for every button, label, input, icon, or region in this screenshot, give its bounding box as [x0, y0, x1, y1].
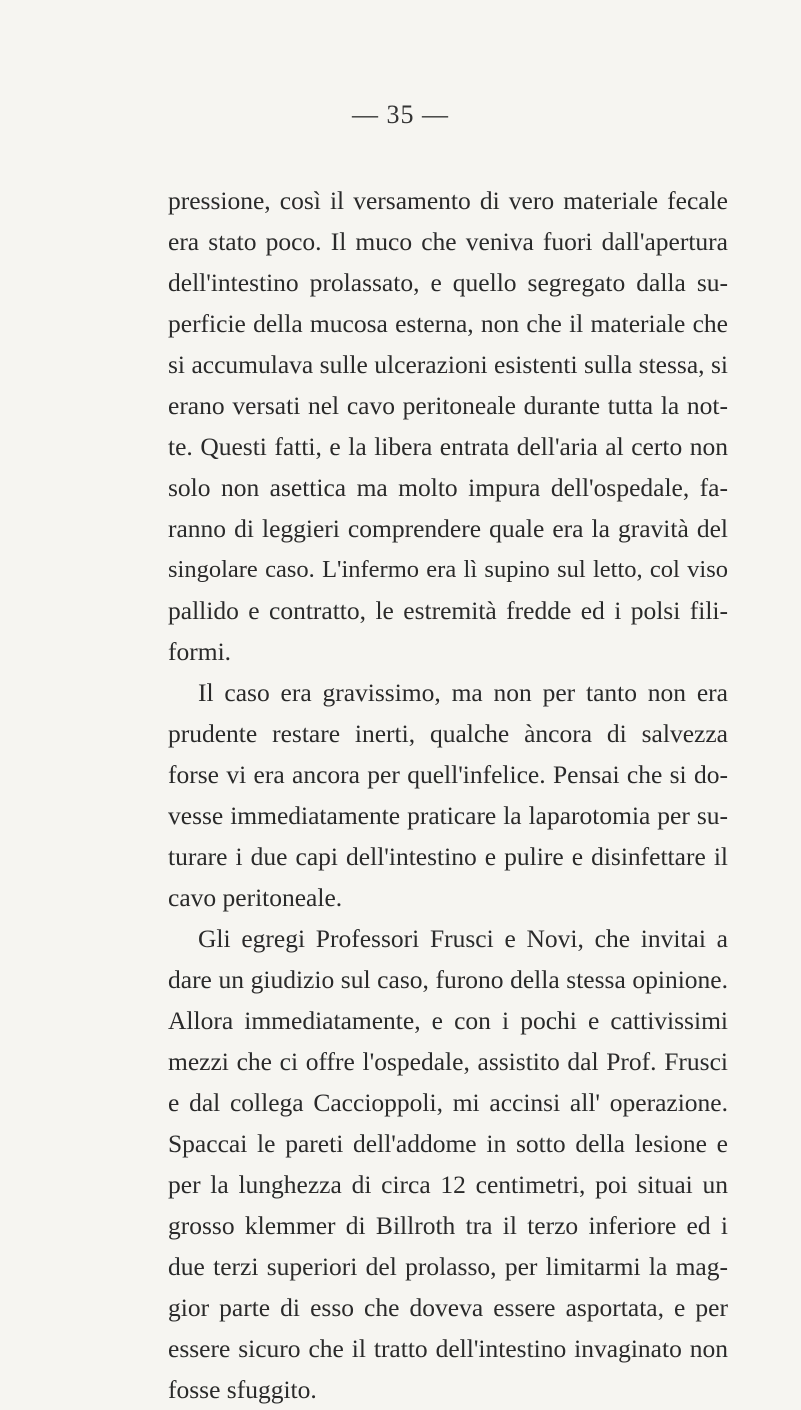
text-line: singolare caso. L'infermo era lì supino sul letto, col viso: [168, 556, 728, 583]
text-line: pressione, così il versamento di vero materiale fecale: [168, 186, 728, 215]
text-line: era stato poco. Il muco che veniva fuori dall'apertura: [168, 227, 728, 256]
text-line: e dal collega Caccioppoli, mi accinsi all' operazione.: [168, 1088, 728, 1117]
text-line: Allora immediatamente, e con i pochi e cattivissimi: [168, 1006, 728, 1035]
text-line: turare i due capi dell'intestino e pulire e disinfettare il: [168, 842, 728, 871]
text-line: ranno di leggieri comprendere quale era la gravità del: [168, 514, 728, 543]
text-line: fosse sfuggito.: [168, 1375, 317, 1404]
text-line: forse vi era ancora per quell'infelice. Pensai che si do-: [168, 760, 728, 789]
text-line: Spaccai le pareti dell'addome in sotto della lesione e: [168, 1129, 728, 1158]
text-line: Gli egregi Professori Frusci e Novi, che invitai a: [198, 924, 728, 953]
text-line: te. Questi fatti, e la libera entrata dell'aria al certo non: [168, 432, 728, 461]
text-line: due terzi superiori del prolasso, per limitarmi la mag-: [168, 1252, 728, 1281]
text-line: essere sicuro che il tratto dell'intestino invaginato non: [168, 1334, 728, 1363]
text-line: gior parte di esso che doveva essere asportata, e per: [168, 1293, 728, 1322]
text-line: pallido e contratto, le estremità fredde ed i polsi fili-: [168, 596, 728, 625]
page-number: — 35 —: [352, 100, 449, 129]
text-line: si accumulava sulle ulcerazioni esistenti sulla stessa, si: [168, 350, 728, 379]
text-line: erano versati nel cavo peritoneale durante tutta la not-: [168, 391, 728, 420]
text-line: grosso klemmer di Billroth tra il terzo inferiore ed i: [168, 1211, 728, 1240]
text-line: Il caso era gravissimo, ma non per tanto non era: [198, 678, 728, 707]
text-line: cavo peritoneale.: [168, 883, 343, 912]
text-line: per la lunghezza di circa 12 centimetri, poi situai un: [168, 1170, 728, 1199]
text-line: solo non asettica ma molto impura dell'ospedale, fa-: [168, 473, 728, 502]
text-line: prudente restare inerti, qualche àncora di salvezza: [168, 719, 728, 748]
text-line: mezzi che ci offre l'ospedale, assistito dal Prof. Frusci: [168, 1047, 728, 1076]
text-line: vesse immediatamente praticare la laparotomia per su-: [168, 801, 728, 830]
body-text: [168, 180, 728, 1410]
text-line: dare un giudizio sul caso, furono della stessa opinione.: [168, 965, 728, 994]
text-line: dell'intestino prolassato, e quello segregato dalla su-: [168, 268, 728, 297]
text-line: perficie della mucosa esterna, non che il materiale che: [168, 309, 728, 338]
text-line: formi.: [168, 637, 232, 666]
